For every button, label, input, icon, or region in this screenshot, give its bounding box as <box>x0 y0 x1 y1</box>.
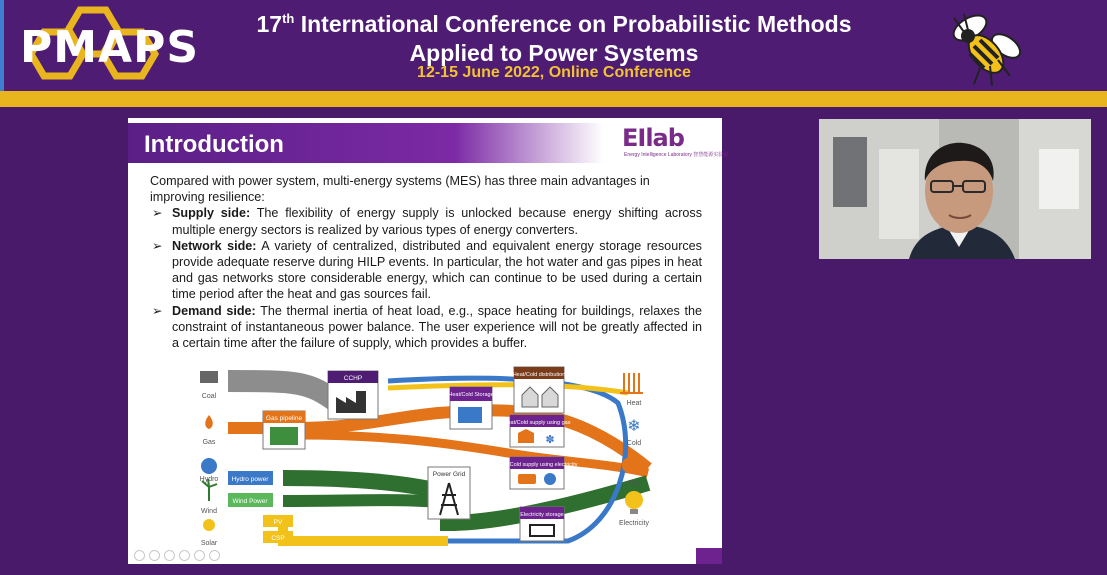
storage-node: Heat/Cold supply using gas <box>503 420 571 426</box>
bullet-demand <box>150 303 702 352</box>
bullet-label: Network side: <box>172 238 257 253</box>
ac-icon <box>544 473 556 485</box>
storage-node: Heat/Cold supply using electricity <box>496 462 578 468</box>
hydro-power-box: Hydro power <box>231 476 269 483</box>
load-label: Electricity <box>619 520 649 527</box>
load-label: Heat <box>626 400 642 407</box>
slide-footer-bar <box>696 548 722 564</box>
source-label: Solar <box>200 540 218 547</box>
bee-icon <box>940 6 1036 90</box>
title-ordinal: 17 <box>256 11 283 37</box>
storage-node: Heat/Cold distribution <box>512 372 566 378</box>
bullet-text: The thermal inertia of heat load, e.g., space heating for buildings, relaxes the constraint of instantaneous power balance. The user experience will not be greatly affected in a certain time after the failure of supply, which provides a buffer. <box>172 303 702 351</box>
conference-title <box>240 4 868 68</box>
bullet-supply <box>150 205 702 237</box>
radiator-icon <box>620 373 643 393</box>
slide-title: Introduction <box>144 131 284 158</box>
eilab-logo <box>622 124 729 162</box>
cchp-node: CCHP <box>343 375 363 382</box>
source-label: Wind <box>201 508 217 515</box>
gas-pipeline-node: Gas pipeline <box>265 415 303 422</box>
heat-pump-icon <box>518 474 536 484</box>
bullet-arrow-icon: ➢ <box>152 238 163 253</box>
bullet-text: A variety of centralized, distributed and equivalent energy storage resources provide adequate reserve during HILP events. In particular, the hot water and gas pipes in heat and gas networks store considerable energy, which can continue to be used during a certain time period after the heat and gas sources fail. <box>172 238 702 302</box>
intro-paragraph: Compared with power system, multi-energy systems (MES) has three main advantages in improving resilience: <box>150 174 650 205</box>
load-label: Gas <box>627 480 641 487</box>
pen-tool-icon[interactable] <box>164 550 175 561</box>
slide-body <box>150 173 702 351</box>
elec-flow-2 <box>283 500 448 503</box>
snowflake-icon: ❄ <box>627 418 641 435</box>
bullet-text: The flexibility of energy supply is unlocked because energy shifting across multiple energy sectors is realized by various types of energy converters. <box>172 206 702 237</box>
prev-slide-icon[interactable] <box>134 550 145 561</box>
gas-source-icon <box>205 415 213 429</box>
fan-icon: ✽ <box>545 434 555 446</box>
solar-flow <box>283 523 448 541</box>
load-label: Cold <box>626 440 642 447</box>
mes-flow-diagram <box>188 363 664 548</box>
slides-grid-icon[interactable] <box>179 550 190 561</box>
gas-flow-2 <box>298 435 648 473</box>
bullet-label: Supply side: <box>172 206 251 221</box>
eilab-logo-subtitle: Energy Intelligence Laboratory 智慧能源实验室 <box>624 152 729 158</box>
source-label: Coal <box>201 393 217 400</box>
bullet-network <box>150 238 702 303</box>
more-options-icon[interactable] <box>209 550 220 561</box>
banner-gold-bar <box>0 91 1107 107</box>
bullet-arrow-icon: ➢ <box>152 303 163 318</box>
wind-power-box: Wind Power <box>232 498 268 505</box>
title-line2: Applied to Power Systems <box>409 40 699 66</box>
pipeline-icon <box>270 427 298 445</box>
lightbulb-icon <box>625 491 643 509</box>
solar-icon <box>203 519 215 531</box>
hydro-icon <box>201 458 217 474</box>
csp-box: CSP <box>271 535 285 542</box>
source-label: Gas <box>202 439 216 446</box>
pv-box: PV <box>273 519 283 526</box>
coal-icon <box>200 371 218 383</box>
next-slide-icon[interactable] <box>149 550 160 561</box>
presentation-slide <box>128 118 729 564</box>
speaker-webcam <box>819 119 1091 259</box>
title-line1: International Conference on Probabilistic Methods <box>294 11 852 37</box>
pmaps-logo-text: PMAPS <box>20 22 200 73</box>
bullet-arrow-icon: ➢ <box>152 206 163 221</box>
storage-node: Electricity storage <box>520 512 564 518</box>
gas-stove-icon <box>622 458 646 472</box>
source-label: Hydro <box>199 476 219 483</box>
title-ordinal-suffix: th <box>282 11 295 26</box>
power-grid-node: Power Grid <box>432 471 466 478</box>
eilab-logo-word: EIlab <box>622 124 684 152</box>
conference-subtitle: 12-15 June 2022, Online Conference <box>417 64 691 81</box>
bullet-label: Demand side: <box>172 303 256 318</box>
storage-node: Heat/Cold Storage <box>448 392 494 398</box>
zoom-icon[interactable] <box>194 550 205 561</box>
